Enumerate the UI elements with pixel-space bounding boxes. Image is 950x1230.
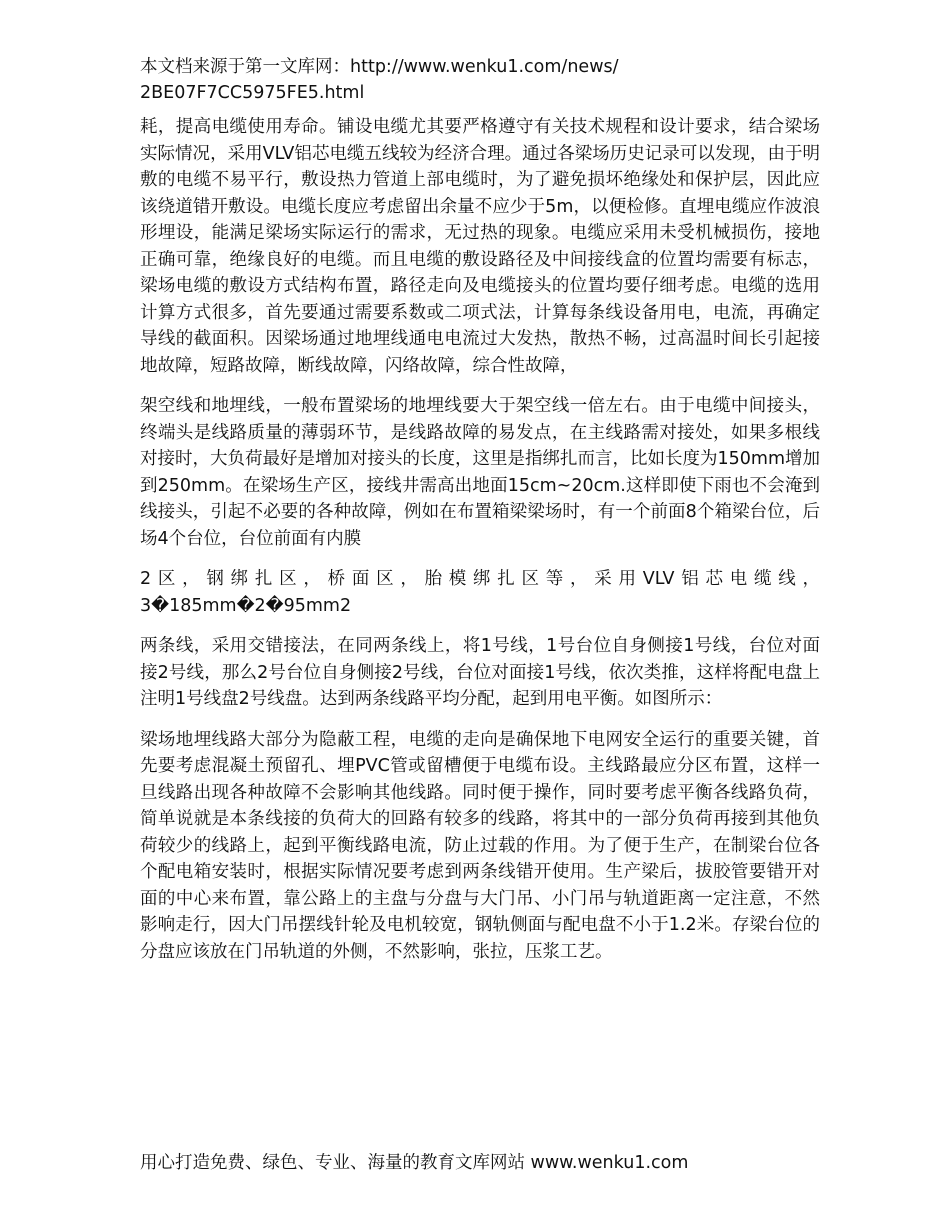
document-page bbox=[140, 54, 820, 965]
paragraph-cable-spec: 2区，钢绑扎区，桥面区，胎模绑扎区等，采用VLV铝芯电缆线，3�185mm�2�95mm2 bbox=[140, 569, 820, 616]
source-url-line-2: 2BE07F7CC5975FE5.html bbox=[140, 83, 365, 103]
source-header bbox=[140, 54, 820, 106]
source-url-line-1: 本文档来源于第一文库网：http://www.wenku1.com/news/ bbox=[140, 57, 619, 77]
paragraph-buried-line-layout: 梁场地埋线路大部分为隐蔽工程，电缆的走向是确保地下电网安全运行的重要关键，首先要考虑混凝土预留孔、埋PVC管或留槽便于电缆布设。主线路最应分区布置，这样一旦线路出现各种故障不会影响其他线路。同时便于操作，同时要考虑平衡各线路负荷，简单说就是本条线接的负荷大的回路有较多的线路，将其中的一部分负荷再接到其他负荷较少的线路上，起到平衡线路电流，防止过载的作用。为了便于生产，在制梁台位各个配电箱安装时，根据实际情况要考虑到两条线错开使用。生产梁后，拔胶管要错开对面的中心来布置，靠公路上的主盘与分盘与大门吊、小门吊与轨道距离一定注意，不然影响走行，因大门吊摆线针轮及电机较宽，钢轨侧面与配电盘不小于1.2米。存梁台位的分盘应该放在门吊轨道的外侧，不然影响，张拉，压浆工艺。 bbox=[140, 729, 820, 962]
paragraph-cable-laying: 耗，提高电缆使用寿命。铺设电缆尤其要严格遵守有关技术规程和设计要求，结合梁场实际情况，采用VLV铝芯电缆五线较为经济合理。通过各梁场历史记录可以发现，由于明敷的电缆不易平行，敷设热力管道上部电缆时，为了避免损坏绝缘处和保护层，因此应该绕道错开敷设。电缆长度应考虑留出余量不应少于5m，以便检修。直埋电缆应作波浪形埋设，能满足梁场实际运行的需求，无过热的现象。电缆应采用未受机械损伤，接地正确可靠，绝缘良好的电缆。而且电缆的敷设路径及中间接线盒的位置均需要有标志，梁场电缆的敷设方式结构布置，路径走向及电缆接头的位置均要仔细考虑。电缆的选用计算方式很多，首先要通过需要系数或二项式法，计算每条线设备用电，电流，再确定导线的截面积。因梁场通过地埋线通电电流过大发热，散热不畅，过高温时间长引起接地故障，短路故障，断线故障，闪络故障，综合性故障， bbox=[140, 117, 820, 376]
paragraph-overhead-buried-lines: 架空线和地埋线，一般布置梁场的地埋线要大于架空线一倍左右。由于电缆中间接头，终端头是线路质量的薄弱环节，是线路故障的易发点，在主线路需对接处，如果多根线对接时，大负荷最好是增加对接头的长度，这里是指绑扎而言，比如长度为150mm增加到250mm。在梁场生产区，接线井需高出地面15cm~20cm.这样即使下雨也不会淹到线接头，引起不必要的各种故障，例如在布置箱梁梁场时，有一个前面8个箱梁台位，后场4个台位，台位前面有内膜 bbox=[140, 396, 820, 549]
paragraph-two-line-wiring: 两条线，采用交错接法，在同两条线上，将1号线，1号台位自身侧接1号线，台位对面接2号线，那么2号台位自身侧接2号线，台位对面接1号线，依次类推，这样将配电盘上注明1号线盘2号线盘。达到两条线路平均分配，起到用电平衡。如图所示： bbox=[140, 636, 820, 709]
footer-slogan: 用心打造免费、绿色、专业、海量的教育文库网站 www.wenku1.com bbox=[140, 1153, 689, 1173]
